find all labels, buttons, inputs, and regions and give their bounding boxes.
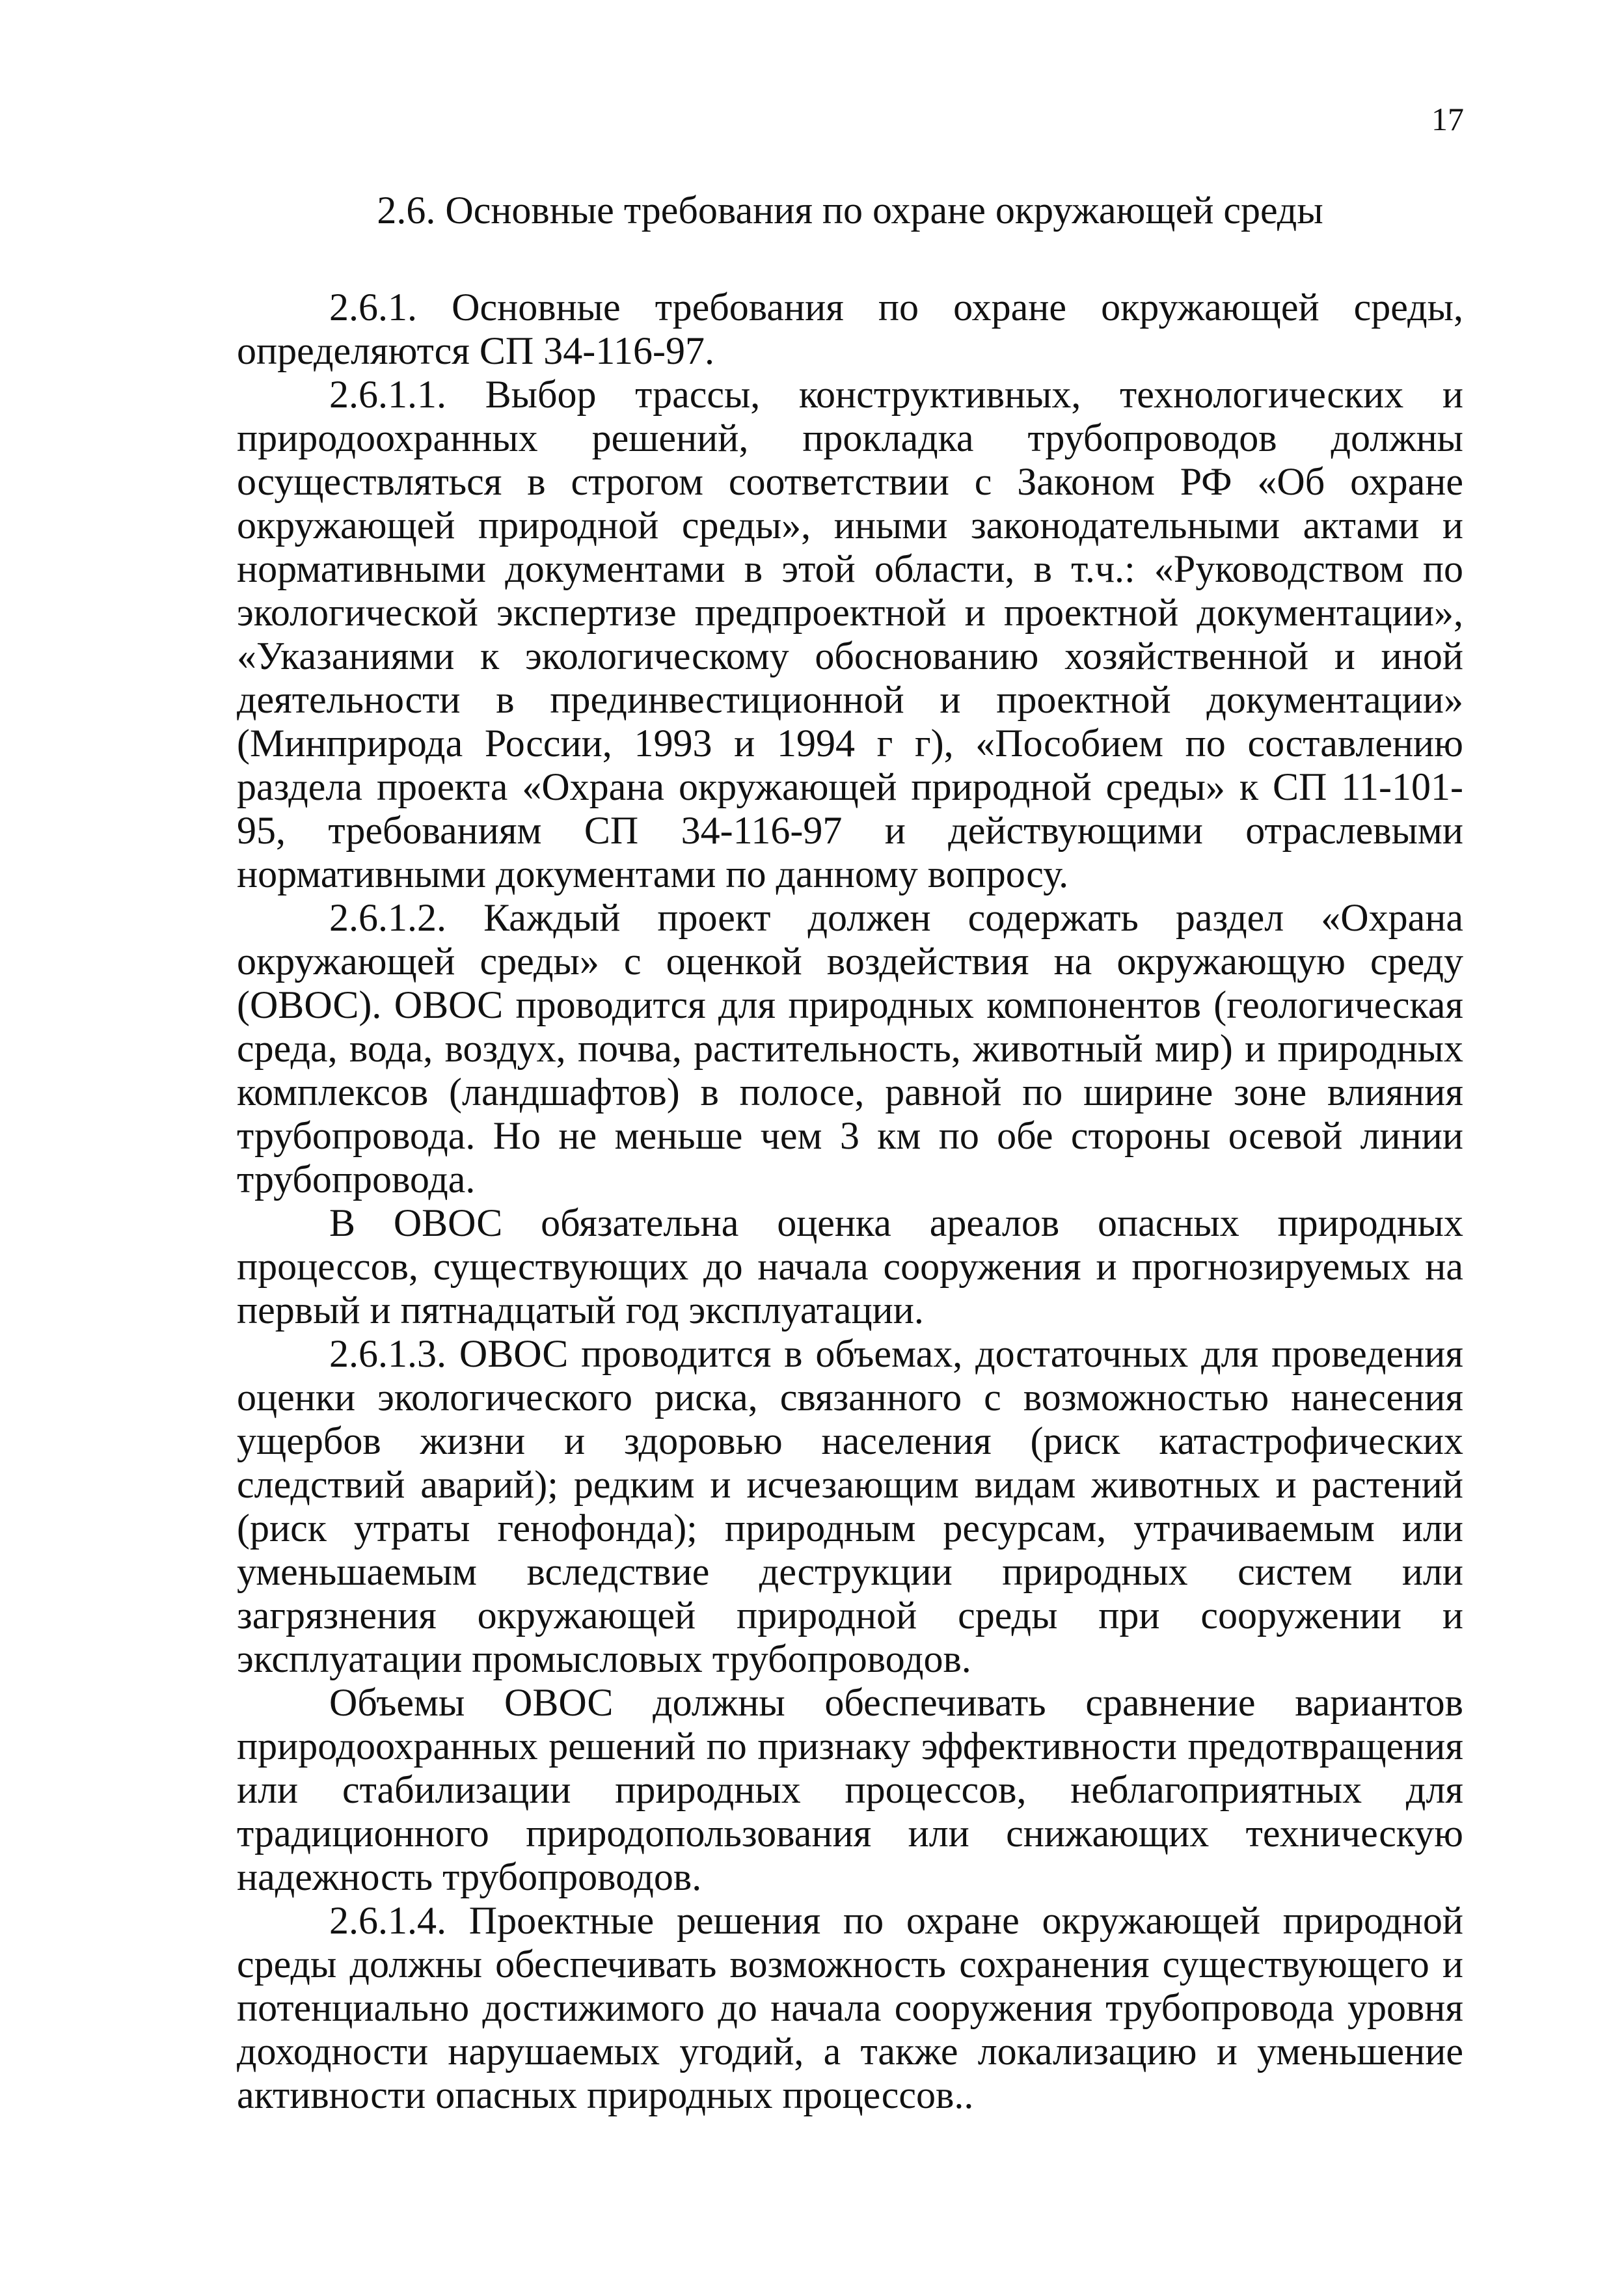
paragraph-2-6-1-1: 2.6.1.1. Выбор трассы, конструктивных, технологических и природоохранных решений, прокладка трубопроводов должны осуществляться в строгом соответствии с Законом РФ «Об охране окружающей природной среды», иными законодательными актами и нормативными документами в этой области, в т.ч.: «Руководством по экологической экспертизе предпроектной и проектной документации», «Указаниями к экологическому обоснованию хозяйственной и иной деятельности в прединвестиционной и проектной документации» (Минприрода России, 1993 и 1994 г г), «Пособием по составлению раздела проекта «Охрана окружающей природной среды» к СП 11-101-95, требованиям СП 34-116-97 и действующими отраслевыми нормативными документами по данному вопросу.: [237, 373, 1463, 895]
paragraph-2-6-1-2: 2.6.1.2. Каждый проект должен содержать раздел «Охрана окружающей среды» с оценкой воздействия на окружающую среду (ОВОС). ОВОС проводится для природных компонентов (геологическая среда, вода, воздух, почва, растительность, животный мир) и природных комплексов (ландшафтов) в полосе, равной по ширине зоне влияния трубопровода. Но не меньше чем 3 км по обе стороны осевой линии трубопровода.: [237, 896, 1463, 1201]
section-heading: 2.6. Основные требования по охране окружающей среды: [377, 189, 1323, 232]
paragraph-2-6-1-4: 2.6.1.4. Проектные решения по охране окружающей природной среды должны обеспечивать возможность сохранения существующего и потенциально достижимого до начала сооружения трубопровода уровня доходности нарушаемых угодий, а также локализацию и уменьшение активности опасных природных процессов..: [237, 1899, 1463, 2116]
paragraph-2-6-1-3: 2.6.1.3. ОВОС проводится в объемах, достаточных для проведения оценки экологического риска, связанного с возможностью нанесения ущербов жизни и здоровью населения (риск катастрофических следствий аварий); редким и исчезающим видам животных и растений (риск утраты генофонда); природным ресурсам, утрачиваемым или уменьшаемым вследствие деструкции природных систем или загрязнения окружающей природной среды при сооружении и эксплуатации промысловых трубопроводов.: [237, 1332, 1463, 1680]
paragraph-ovos-hazard-assessment: В ОВОС обязательна оценка ареалов опасных природных процессов, существующих до начала сооружения и прогнозируемых на первый и пятнадцатый год эксплуатации.: [237, 1201, 1463, 1332]
page-content: [237, 189, 1463, 2117]
page-number: 17: [1431, 101, 1464, 137]
paragraph-2-6-1: 2.6.1. Основные требования по охране окружающей среды, определяются СП 34-116-97.: [237, 286, 1463, 372]
paragraph-ovos-volumes: Объемы ОВОС должны обеспечивать сравнение вариантов природоохранных решений по признаку эффективности предотвращения или стабилизации природных процессов, неблагоприятных для традиционного природопользования или снижающих техническую надежность трубопроводов.: [237, 1681, 1463, 1898]
